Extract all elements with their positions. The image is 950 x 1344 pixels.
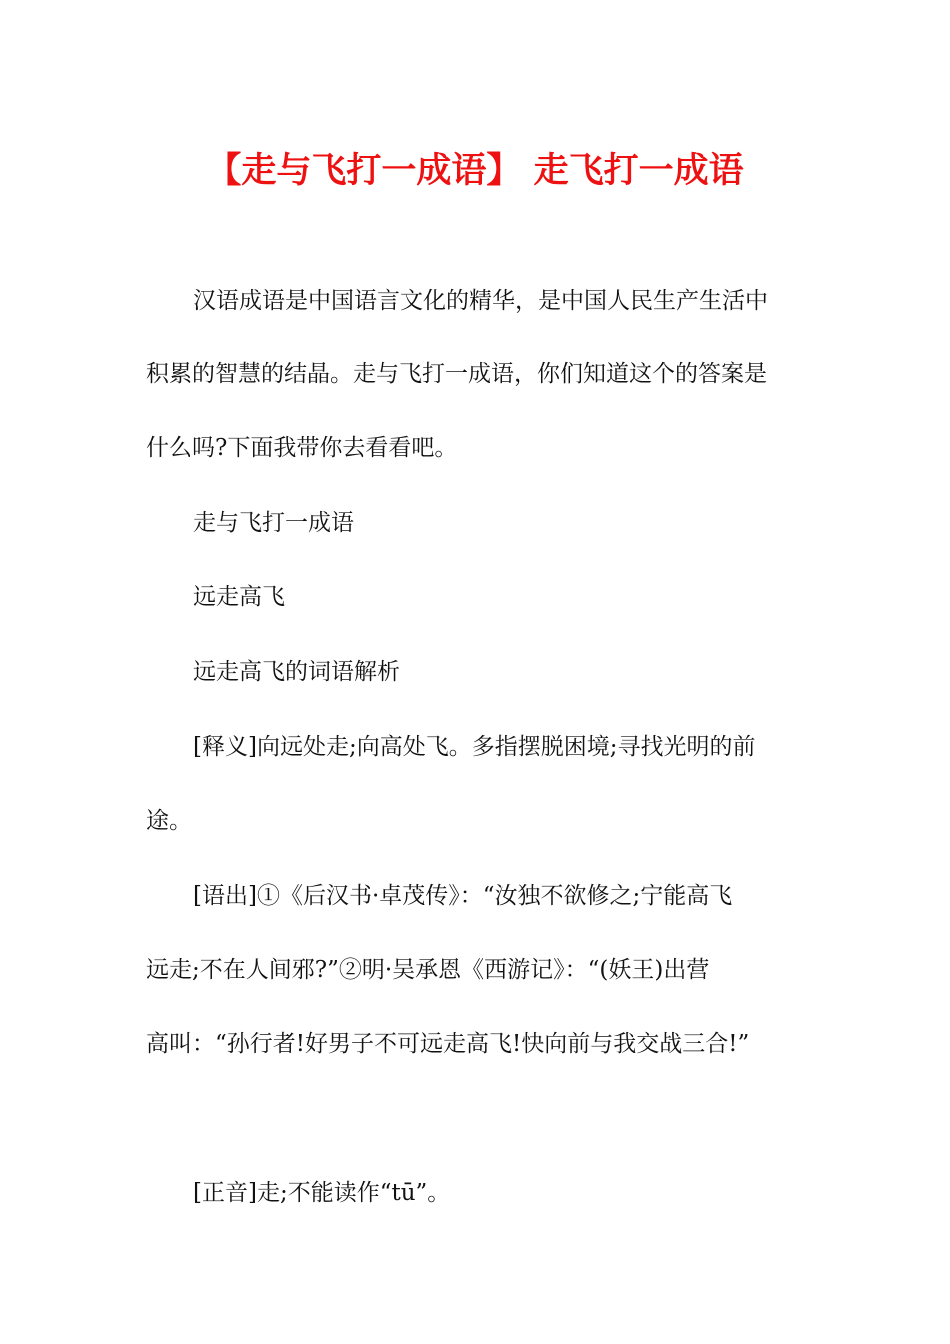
- section-heading-analysis: 远走高飞的词语解析: [193, 659, 400, 685]
- section-heading-riddle: 走与飞打一成语: [193, 510, 354, 536]
- definition-line-2: 途。: [146, 808, 192, 834]
- pronunciation-line: [正音]走;不能读作“tū”。: [193, 1180, 451, 1206]
- source-line-2: 远走;不在人间邪?”②明·吴承恩《西游记》：“(妖王)出营: [146, 957, 710, 983]
- paragraph-intro-line-2: 积累的智慧的结晶。走与飞打一成语，你们知道这个的答案是: [146, 361, 767, 387]
- paragraph-intro-line-1: 汉语成语是中国语言文化的精华，是中国人民生产生活中: [193, 288, 768, 314]
- source-line-3: 高叫：“孙行者!好男子不可远走高飞!快向前与我交战三合!”: [146, 1031, 750, 1057]
- paragraph-intro-line-3: 什么吗?下面我带你去看看吧。: [146, 435, 458, 461]
- source-line-1: [语出]①《后汉书·卓茂传》：“汝独不欲修之;宁能高飞: [193, 883, 733, 909]
- document-title: 【走与飞打一成语】 走飞打一成语: [206, 151, 744, 191]
- riddle-answer: 远走高飞: [193, 584, 285, 610]
- definition-line-1: [释义]向远处走;向高处飞。多指摆脱困境;寻找光明的前: [193, 734, 756, 760]
